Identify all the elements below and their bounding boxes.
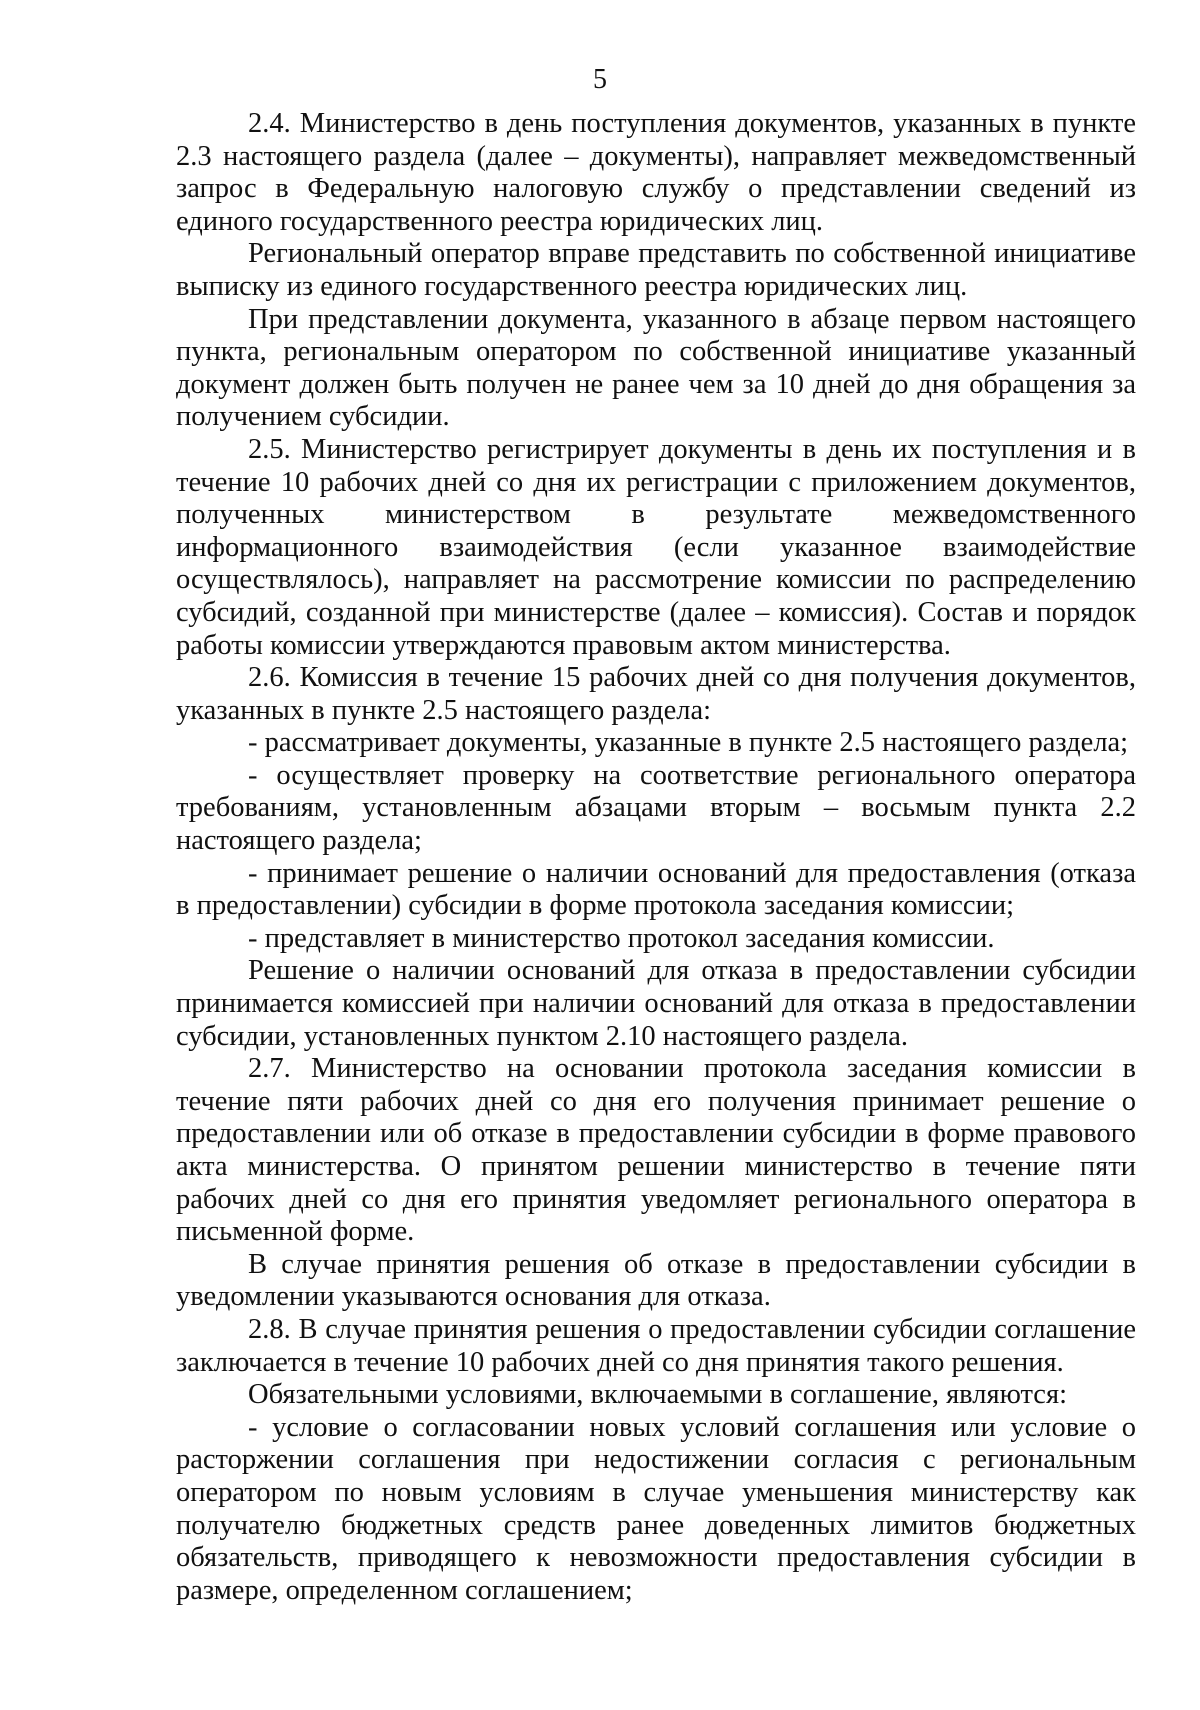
- paragraph-2-7: 2.7. Министерство на основании протокола заседания комиссии в течение пяти рабочих дней со дня его получения принимает решение о предоставлении или об отказе в предоставлении субсидии в форме правового акта министерства. О принятом решении министерство в течение пяти рабочих дней со дня его принятия уведомляет регионального оператора в письменной форме.: [176, 1053, 1136, 1248]
- paragraph-2-6: 2.6. Комиссия в течение 15 рабочих дней со дня получения документов, указанных в пункте 2.5 настоящего раздела:: [176, 662, 1136, 726]
- page-number: 5: [593, 64, 607, 95]
- paragraph-refusal-decision: Решение о наличии оснований для отказа в предоставлении субсидии принимается комиссией при наличии оснований для отказа в предоставлении субсидии, установленных пунктом 2.10 настоящего раздела.: [176, 955, 1136, 1052]
- list-item-compliance-check: - осуществляет проверку на соответствие регионального оператора требованиям, установленным абзацами вторым – восьмым пункта 2.2 настоящего раздела;: [176, 759, 1136, 857]
- list-item-decision: - принимает решение о наличии оснований для предоставления (отказа в предоставлении) субсидии в форме протокола заседания комиссии;: [176, 857, 1136, 922]
- paragraph-document-submission: При представлении документа, указанного в абзаце первом настоящего пункта, региональным оператором по собственной инициативе указанный документ должен быть получен не ранее чем за 10 дней до дня обращения за получением субсидии.: [176, 303, 1136, 433]
- list-item-agreement-condition: - условие о согласовании новых условий соглашения или условие о расторжении соглашения при недостижении согласия с региональным оператором по новым условиям в случае уменьшения министерству как получателю бюджетных средств ранее доведенных лимитов бюджетных обязательств, приводящего к невозможности предоставления субсидии в размере, определенном соглашением;: [176, 1411, 1136, 1606]
- paragraph-refusal-notice: В случае принятия решения об отказе в предоставлении субсидии в уведомлении указываются основания для отказа.: [176, 1248, 1136, 1313]
- paragraph-2-5: 2.5. Министерство регистрирует документы в день их поступления и в течение 10 рабочих дней со дня их регистрации с приложением документов, полученных министерством в результате межведомственного информационного взаимодействия (если указанное взаимодействие осуществлялось), направляет на рассмотрение комиссии по распределению субсидий, созданной при министерстве (далее – комиссия). Состав и порядок работы комиссии утверждаются правовым актом министерства.: [176, 433, 1136, 661]
- paragraph-2-4: 2.4. Министерство в день поступления документов, указанных в пункте 2.3 настоящего раздела (далее – документы), направляет межведомственный запрос в Федеральную налоговую службу о представлении сведений из единого государственного реестра юридических лиц.: [176, 108, 1136, 237]
- document-text: [176, 108, 1136, 1607]
- paragraph-mandatory-conditions: Обязательными условиями, включаемыми в соглашение, являются:: [248, 1379, 1067, 1411]
- list-item-submit-protocol: - представляет в министерство протокол заседания комиссии.: [248, 922, 995, 954]
- paragraph-2-8: 2.8. В случае принятия решения о предоставлении субсидии соглашение заключается в течение 10 рабочих дней со дня принятия такого решения.: [176, 1313, 1136, 1378]
- list-item-review-documents: - рассматривает документы, указанные в пункте 2.5 настоящего раздела;: [248, 727, 1129, 759]
- paragraph-regional-operator-right: Региональный оператор вправе представить по собственной инициативе выписку из единого государственного реестра юридических лиц.: [176, 238, 1136, 302]
